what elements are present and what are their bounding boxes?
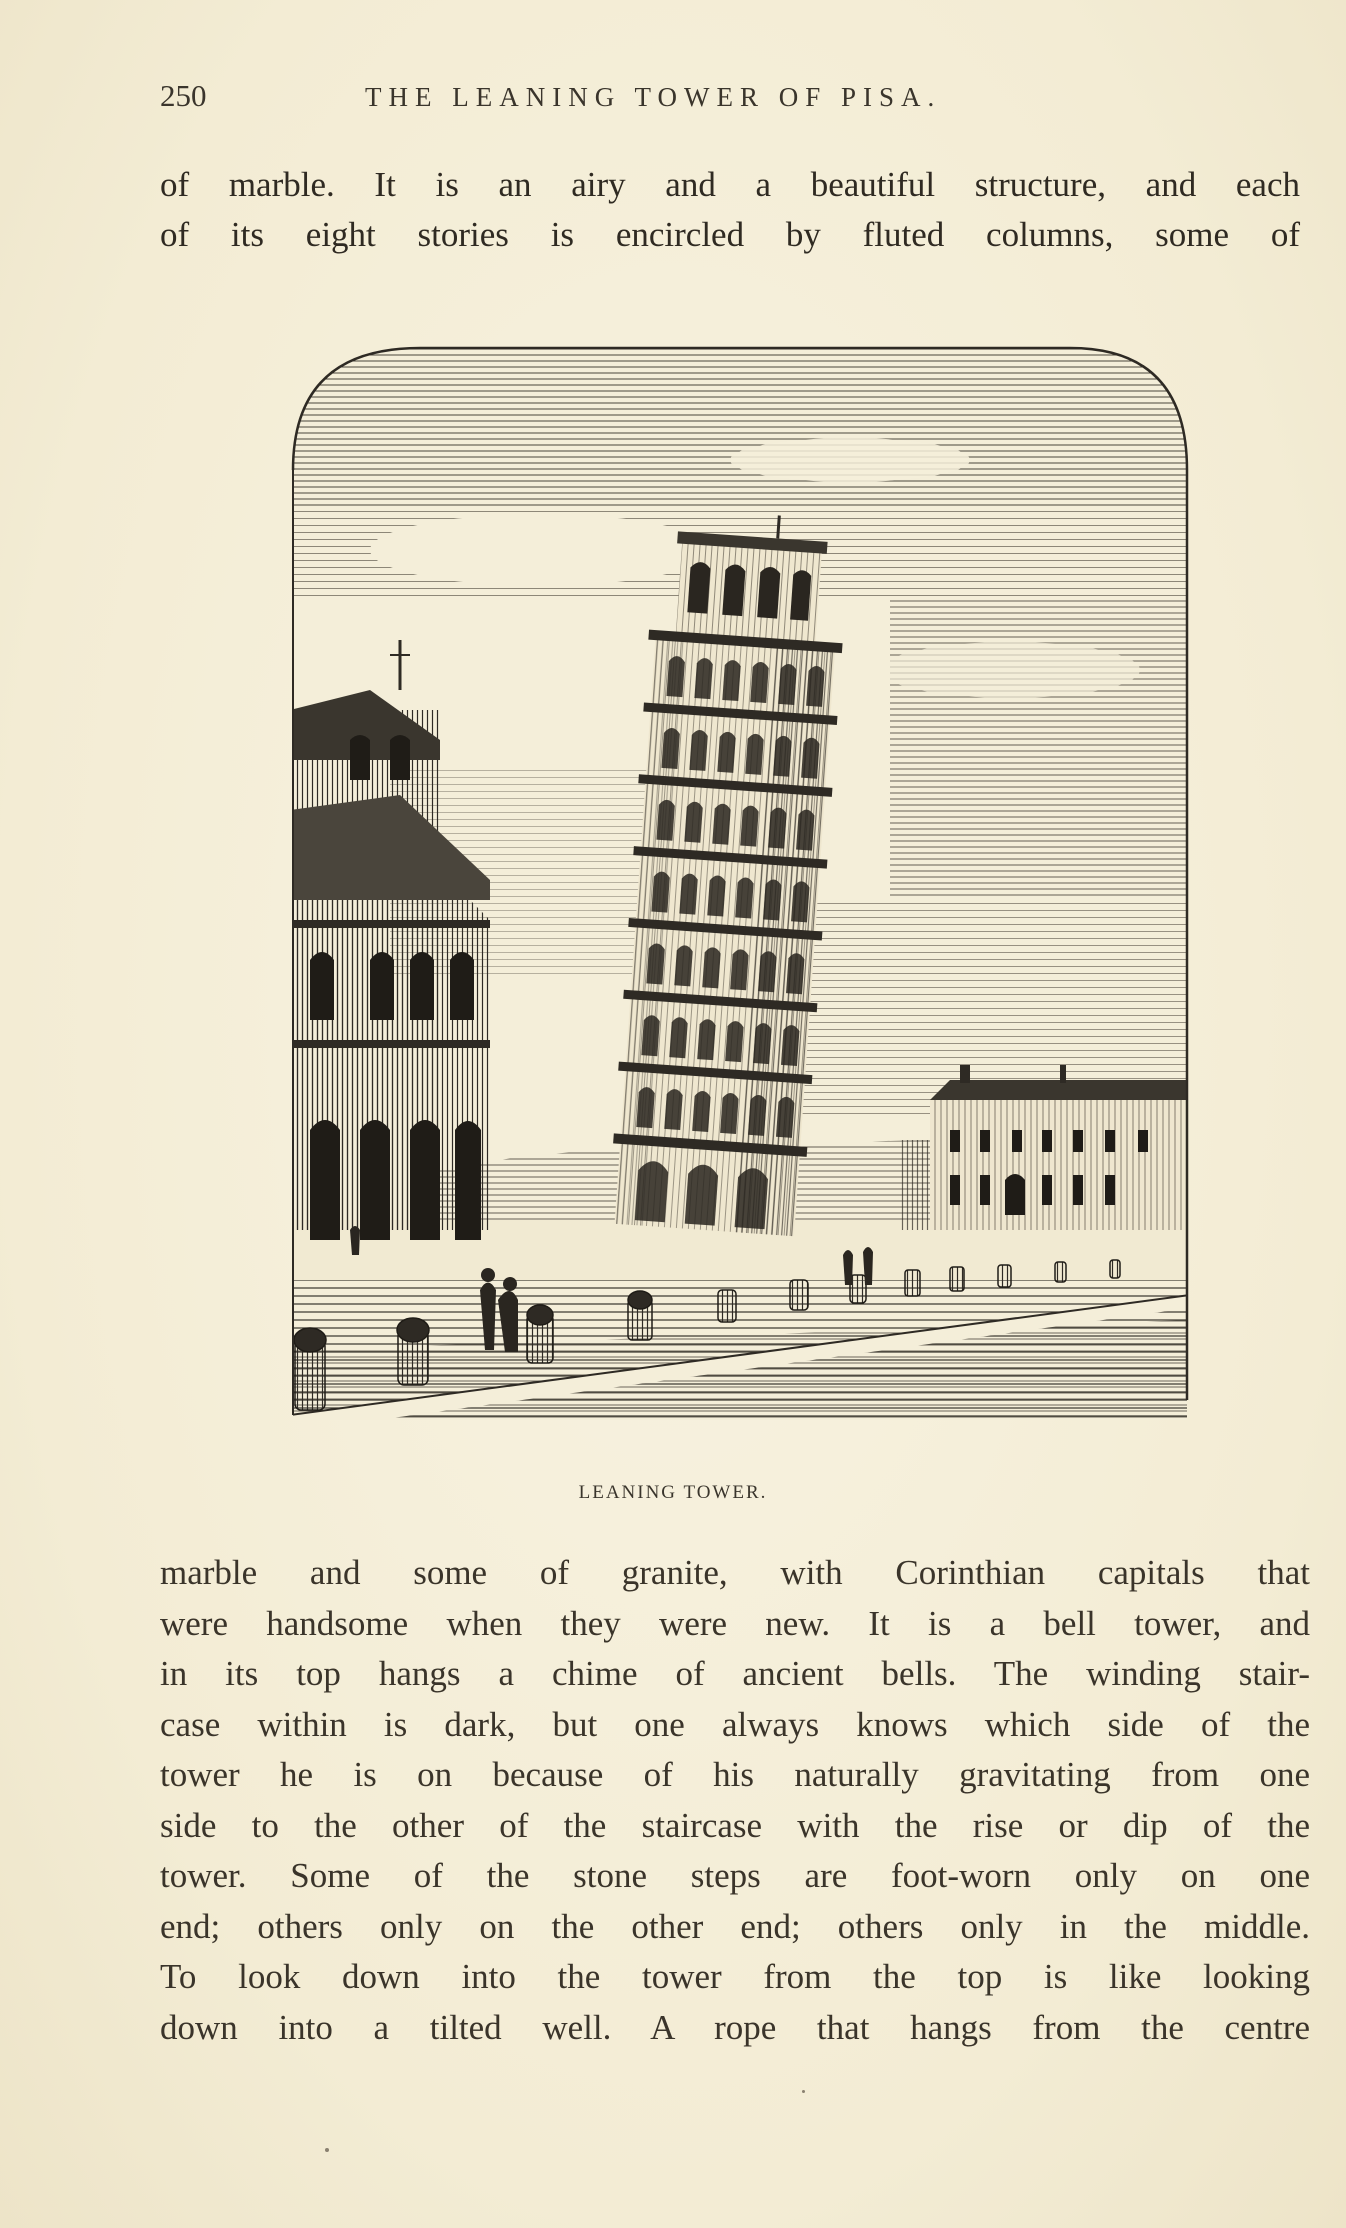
- running-head: [160, 78, 1160, 122]
- text-line: were handsome when they were new. It is a bell tower, and: [160, 1603, 1310, 1643]
- text-line: of marble. It is an airy and a beautiful structure, and each: [160, 165, 1300, 204]
- text-line: in its top hangs a chime of ancient bells. The winding stair-: [160, 1654, 1310, 1693]
- text-line: marble and some of granite, with Corinthian capitals that: [160, 1553, 1310, 1592]
- text-line: tower. Some of the stone steps are foot-worn only on one: [160, 1856, 1310, 1895]
- leaning-tower-engraving: [290, 340, 1190, 1460]
- text-line: case within is dark, but one always knows which side of the: [160, 1704, 1310, 1744]
- text-line: down into a tilted well. A rope that hangs from the centre: [160, 2007, 1310, 2047]
- text-line: To look down into the tower from the top is like looking: [160, 1957, 1310, 1996]
- text-line: end; others only on the other end; others only in the middle.: [160, 1906, 1310, 1946]
- paper-speck: [802, 2090, 805, 2093]
- paragraph-top: [160, 160, 1300, 260]
- paragraph-bottom: [160, 1548, 1310, 2053]
- text-line: tower he is on because of his naturally gravitating from one: [160, 1755, 1310, 1794]
- figure-caption: LEANING TOWER.: [578, 1482, 768, 1503]
- paper-speck: [325, 2148, 329, 2152]
- text-line: side to the other of the staircase with the rise or dip of the: [160, 1805, 1310, 1845]
- text-line: of its eight stories is encircled by fluted columns, some of: [160, 215, 1300, 254]
- page-number: 250: [160, 78, 207, 113]
- running-title: THE LEANING TOWER OF PISA.: [365, 82, 942, 112]
- baptistery-building: [900, 1065, 1190, 1230]
